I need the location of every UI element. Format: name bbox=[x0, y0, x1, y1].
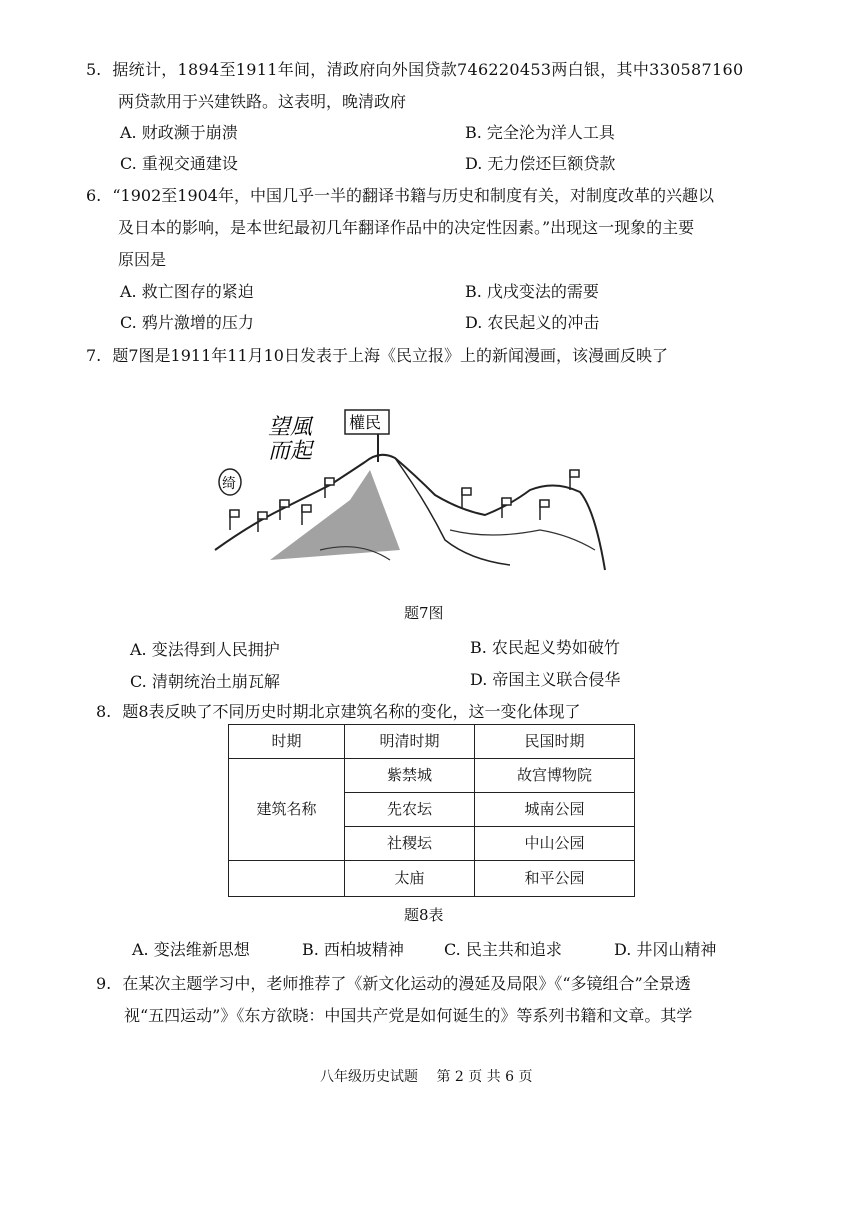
q5-option-b[interactable]: B. 完全沦为洋人工具 bbox=[465, 123, 615, 142]
q5-option-a[interactable]: A. 财政濒于崩溃 bbox=[120, 123, 238, 142]
q7-option-c[interactable]: C. 清朝统治土崩瓦解 bbox=[130, 672, 280, 691]
q6-option-a[interactable]: A. 救亡图存的紧迫 bbox=[120, 282, 254, 301]
mountain-ridge bbox=[215, 455, 605, 570]
q8-option-d[interactable]: D. 井冈山精神 bbox=[614, 940, 717, 959]
q9-stem-line1: 在某次主题学习中，老师推荐了《新文化运动的漫延及局限》《“多镜组合”全景透 bbox=[122, 974, 691, 993]
q9-line1 bbox=[96, 976, 691, 992]
q5-option-c[interactable]: C. 重视交通建设 bbox=[120, 154, 238, 173]
q6-line1 bbox=[86, 188, 714, 204]
table-cell: 中山公园 bbox=[475, 827, 635, 861]
table-cell: 太庙 bbox=[345, 861, 475, 897]
q8-table-caption: 题8表 bbox=[404, 906, 444, 924]
table-row bbox=[229, 759, 635, 793]
table-cell: 城南公园 bbox=[475, 793, 635, 827]
footer-page-number: 第 2 页 共 6 页 bbox=[436, 1069, 533, 1085]
q6-stem-line2: 及日本的影响，是本世纪最初几年翻译作品中的决定性因素。”出现这一现象的主要 bbox=[118, 218, 695, 237]
table-header-period: 时期 bbox=[229, 725, 345, 759]
cartoon-title-col1: 望風 bbox=[268, 415, 313, 440]
table-row-label-cont bbox=[229, 861, 345, 897]
q8-option-c[interactable]: C. 民主共和追求 bbox=[444, 940, 562, 959]
table-cell: 先农坛 bbox=[345, 793, 475, 827]
q7-option-b[interactable]: B. 农民起义势如破竹 bbox=[470, 638, 620, 657]
q5-option-d[interactable]: D. 无力偿还巨额贷款 bbox=[465, 154, 616, 173]
q8-option-a[interactable]: A. 变法维新思想 bbox=[132, 940, 250, 959]
q7-cartoon-figure bbox=[210, 400, 610, 585]
page-footer bbox=[320, 1070, 547, 1084]
q8-table bbox=[228, 724, 635, 897]
table-cell: 紫禁城 bbox=[345, 759, 475, 793]
q8-stem-line1: 题8表反映了不同历史时期北京建筑名称的变化，这一变化体现了 bbox=[122, 702, 581, 721]
q5-stem-line1: 据统计，1894至1911年间，清政府向外国贷款746220453两白银，其中330587160 bbox=[112, 60, 744, 79]
footer-title: 八年级历史试题 bbox=[320, 1069, 418, 1085]
q8-number: 8. bbox=[96, 702, 112, 721]
q6-number: 6. bbox=[86, 186, 102, 205]
q7-stem-line1: 题7图是1911年11月10日发表于上海《民立报》上的新闻漫画，该漫画反映了 bbox=[112, 346, 668, 365]
q6-stem-line3: 原因是 bbox=[118, 250, 167, 269]
q7-number: 7. bbox=[86, 346, 102, 365]
table-row-label: 建筑名称 bbox=[229, 759, 345, 861]
q7-line1 bbox=[86, 348, 668, 364]
mountain-hatch-2 bbox=[450, 530, 595, 550]
q5-stem-line2: 两贷款用于兴建铁路。这表明，晚清政府 bbox=[118, 92, 407, 111]
cartoon-seal-text: 绮 bbox=[222, 476, 236, 492]
q8-option-b[interactable]: B. 西柏坡精神 bbox=[302, 940, 404, 959]
q5-number: 5. bbox=[86, 60, 102, 79]
summit-flag-text: 權民 bbox=[349, 413, 382, 432]
q6-stem-line1: “1902至1904年，中国几乎一半的翻译书籍与历史和制度有关，对制度改革的兴趣以 bbox=[112, 186, 714, 205]
table-cell: 和平公园 bbox=[475, 861, 635, 897]
table-cell: 故宫博物院 bbox=[475, 759, 635, 793]
q5-line1 bbox=[86, 62, 743, 78]
q6-option-b[interactable]: B. 戊戌变法的需要 bbox=[465, 282, 599, 301]
table-cell: 社稷坛 bbox=[345, 827, 475, 861]
mountain-shadow bbox=[270, 470, 400, 560]
q9-number: 9. bbox=[96, 974, 112, 993]
q7-option-a[interactable]: A. 变法得到人民拥护 bbox=[130, 640, 280, 659]
q9-stem-line2: 视“五四运动”》《东方欲晓：中国共产党是如何诞生的》等系列书籍和文章。其学 bbox=[124, 1006, 693, 1025]
table-row bbox=[229, 861, 635, 897]
ridge-flags bbox=[230, 470, 579, 532]
q7-figure-caption: 题7图 bbox=[404, 604, 444, 622]
q6-option-c[interactable]: C. 鸦片激增的压力 bbox=[120, 313, 254, 332]
table-header-republic: 民国时期 bbox=[475, 725, 635, 759]
table-header-ming-qing: 明清时期 bbox=[345, 725, 475, 759]
q6-option-d[interactable]: D. 农民起义的冲击 bbox=[465, 313, 600, 332]
table-header-row bbox=[229, 725, 635, 759]
cartoon-title-col2: 而起 bbox=[268, 439, 313, 464]
q8-line1 bbox=[96, 704, 581, 720]
q7-option-d[interactable]: D. 帝国主义联合侵华 bbox=[470, 670, 621, 689]
